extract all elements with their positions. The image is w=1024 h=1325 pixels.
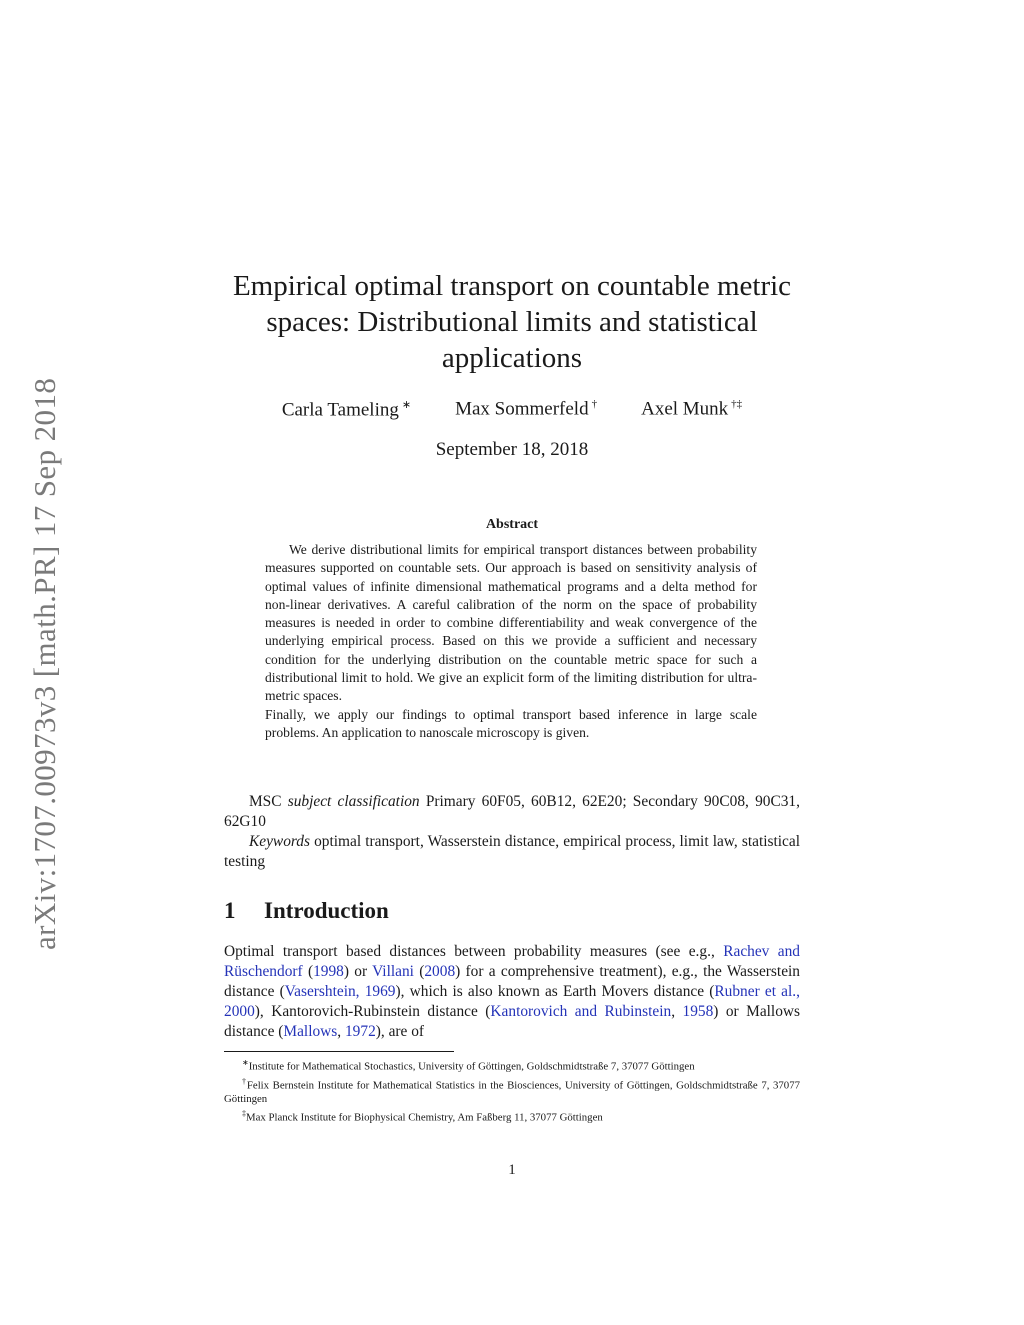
- author-list: [200, 398, 824, 421]
- abstract-body: [265, 541, 757, 742]
- footnote-divider: [224, 1051, 454, 1052]
- footnote: †Felix Bernstein Institute for Mathematical Statistics in the Biosciences, University of Göttingen, Goldschmidtstraße 7, 37077 Göttingen: [224, 1076, 800, 1106]
- author: Carla Tameling ∗: [281, 399, 412, 421]
- section-title: Introduction: [264, 898, 389, 923]
- publication-date: September 18, 2018: [435, 439, 589, 460]
- abstract-paragraph: Finally, we apply our findings to optimal transport based inference in large scale problems. An application to nanoscale microscopy is given.: [265, 706, 757, 740]
- author-footnote-mark: †: [591, 398, 598, 410]
- citation-link[interactable]: Vasershtein, 1969: [284, 983, 396, 1000]
- citation-link[interactable]: Villani: [372, 963, 414, 980]
- keywords-label: Keywords: [249, 833, 310, 850]
- msc-prefix: MSC: [249, 793, 282, 810]
- footnotes: [224, 1056, 800, 1126]
- title-line-1: Empirical optimal transport on countable metric: [232, 270, 792, 302]
- paper-title: [200, 268, 824, 376]
- footnote-mark: ‡: [242, 1109, 246, 1119]
- citation-link[interactable]: 2008: [424, 963, 456, 980]
- footnote-mark: ∗: [242, 1058, 249, 1067]
- citation-link[interactable]: 1998: [313, 963, 344, 980]
- author: Axel Munk †‡: [641, 398, 743, 420]
- keywords-list: optimal transport, Wasserstein distance, empirical process, limit law, statistical testing: [224, 833, 800, 870]
- keywords: [224, 832, 800, 872]
- msc-codes: Primary 60F05, 60B12, 62E20; Secondary 90C08, 90C31, 62G10: [224, 793, 800, 830]
- abstract-heading: Abstract: [485, 517, 539, 532]
- msc-label: subject classification: [287, 793, 420, 810]
- msc-classification: [224, 792, 800, 832]
- citation-link[interactable]: Mallows: [283, 1023, 338, 1040]
- title-line-3: applications: [441, 342, 583, 374]
- section-heading: [224, 898, 800, 924]
- citation-link[interactable]: Kantorovich and Rubinstein: [490, 1003, 672, 1020]
- title-line-2: spaces: Distributional limits and statistical: [266, 306, 758, 338]
- footnote-mark: †: [242, 1076, 247, 1086]
- citation-link[interactable]: Rachev and Rüschendorf: [224, 943, 800, 980]
- author-footnote-mark: †‡: [731, 398, 743, 410]
- page-number: 1: [508, 1162, 516, 1178]
- citation-link[interactable]: Rubner et al., 2000: [224, 983, 800, 1020]
- intro-paragraph: Optimal transport based distances between probability measures (see e.g., Rachev and Rüschendorf (1998) or Villani (2008) for a comprehensive treatment), e.g., the Wasserstein distance (Vasershtein, 1969), which is also known as Earth Movers distance (Rubner et al., 2000), Kantorovich-Rubinstein distance (Kantorovich and Rubinstein, 1958) or Mallows distance (Mallows, 1972), are of: [224, 943, 801, 1040]
- author-footnote-mark: ∗: [401, 399, 412, 411]
- arxiv-identifier: arXiv:1707.00973v3 [math.PR] 17 Sep 2018: [27, 377, 62, 950]
- section-number: 1: [224, 898, 236, 923]
- author: Max Sommerfeld †: [455, 398, 598, 420]
- footnote: ∗Institute for Mathematical Stochastics, University of Göttingen, Goldschmidtstraße 7, 37077 Göttingen: [242, 1058, 695, 1073]
- footnote: ‡Max Planck Institute for Biophysical Chemistry, Am Faßberg 11, 37077 Göttingen: [242, 1109, 603, 1124]
- abstract-paragraph: We derive distributional limits for empirical transport distances between probability measures supported on countable sets. Our approach is based on sensitivity analysis of optimal values of infinite dimensional mathematical programs and a delta method for non-linear derivatives. A careful calibration of the norm on the space of probability measures is needed in order to combine differentiability and weak convergence of the underlying empirical process. Based on this we provide a sufficient and necessary condition for the underlying distribution on the countable metric space for such a distributional limit to hold. We give an explicit form of the limiting distribution for ultra-metric spaces.: [265, 542, 757, 704]
- citation-link[interactable]: 1972: [344, 1023, 376, 1040]
- citation-link[interactable]: 1958: [682, 1003, 714, 1020]
